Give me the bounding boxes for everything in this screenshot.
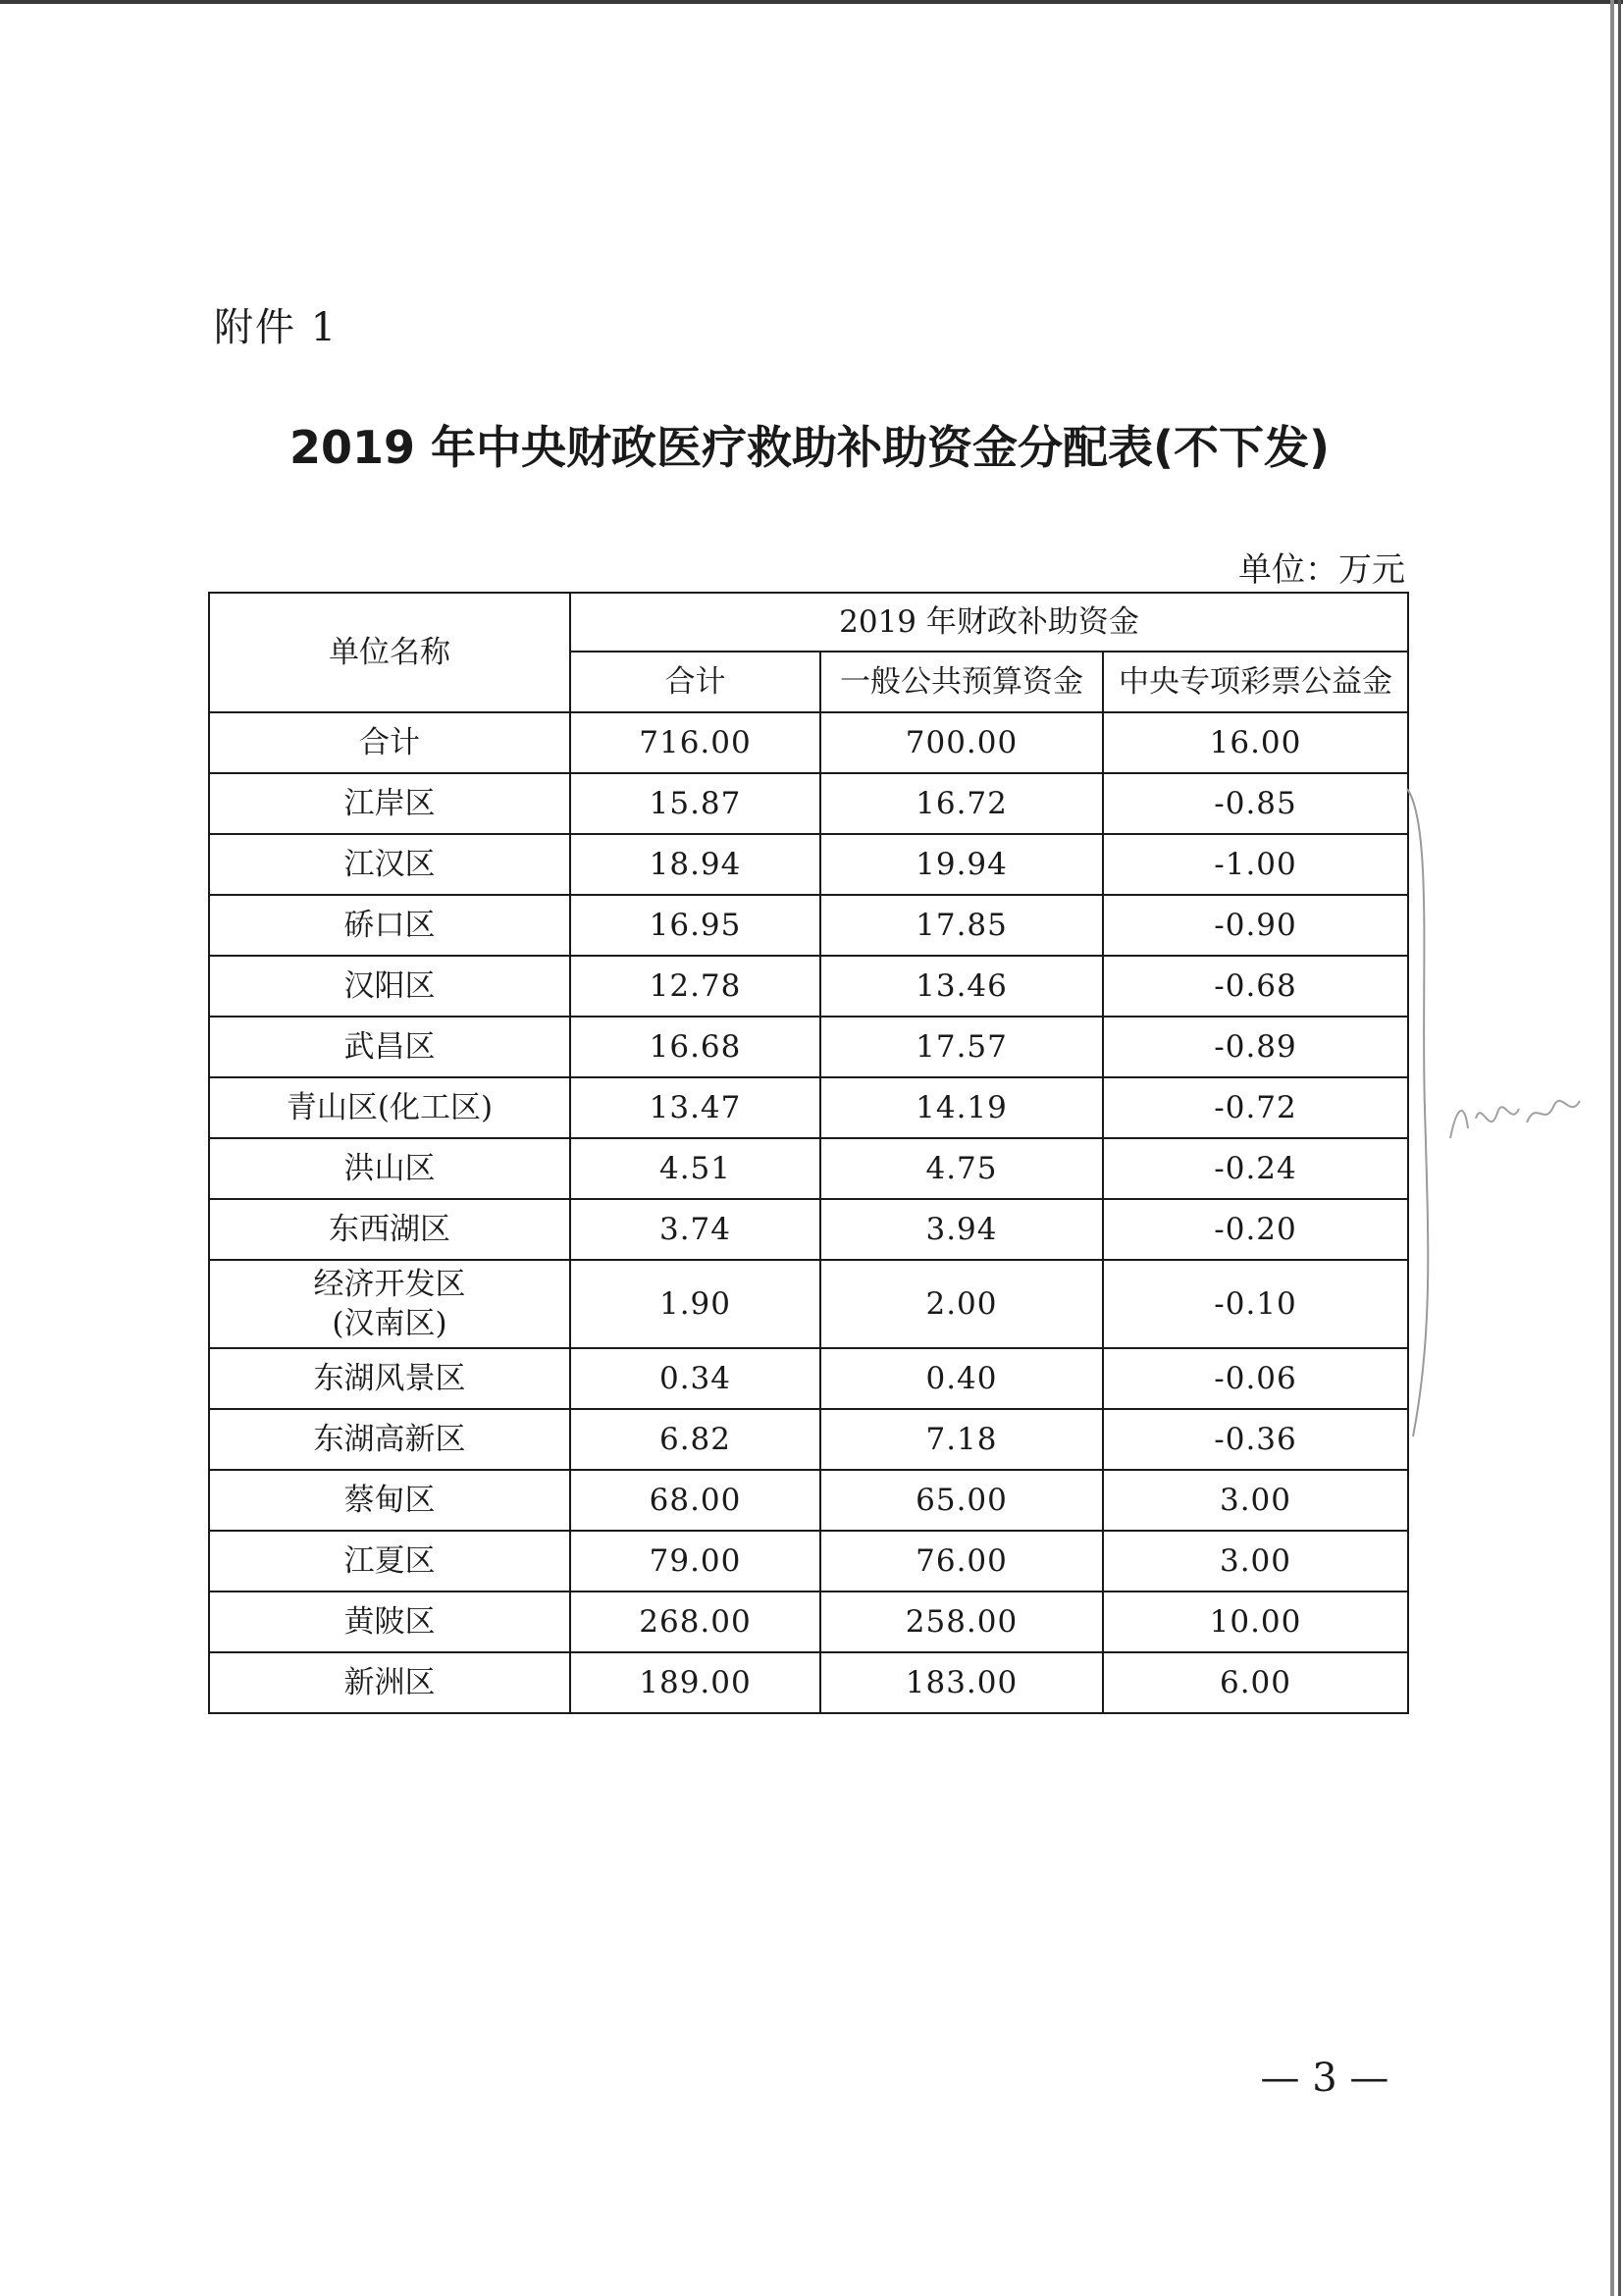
row-name-line2: (汉南区) — [332, 1306, 447, 1341]
row-name: 东西湖区 — [209, 1199, 570, 1260]
row-lottery: 3.00 — [1103, 1531, 1408, 1592]
row-total: 268.00 — [570, 1592, 820, 1652]
row-name: 合计 — [209, 712, 570, 773]
row-general: 17.57 — [820, 1017, 1103, 1077]
table-header-row — [209, 593, 1408, 652]
row-name — [209, 1260, 570, 1348]
table-row — [209, 1531, 1408, 1592]
row-total: 68.00 — [570, 1470, 820, 1531]
table-row — [209, 1017, 1408, 1077]
table-row — [209, 895, 1408, 956]
row-name: 江夏区 — [209, 1531, 570, 1592]
row-total: 13.47 — [570, 1077, 820, 1138]
table-row — [209, 1409, 1408, 1470]
handwritten-note-mark — [1442, 1079, 1599, 1158]
row-general: 258.00 — [820, 1592, 1103, 1652]
row-total: 12.78 — [570, 956, 820, 1017]
row-general: 16.72 — [820, 773, 1103, 834]
document-title: 2019 年中央财政医疗救助补助资金分配表(不下发) — [288, 421, 1331, 474]
row-general: 183.00 — [820, 1652, 1103, 1713]
table-row — [209, 1138, 1408, 1199]
row-general: 19.94 — [820, 834, 1103, 895]
row-lottery: -0.89 — [1103, 1017, 1408, 1077]
row-name: 东湖高新区 — [209, 1409, 570, 1470]
allocation-table — [208, 592, 1409, 1714]
row-lottery: -1.00 — [1103, 834, 1408, 895]
scan-right-edge-dark — [1618, 0, 1621, 2296]
row-general: 76.00 — [820, 1531, 1103, 1592]
row-name: 江岸区 — [209, 773, 570, 834]
row-lottery: -0.06 — [1103, 1348, 1408, 1409]
row-total: 189.00 — [570, 1652, 820, 1713]
table-row — [209, 1077, 1408, 1138]
table-row — [209, 1652, 1408, 1713]
row-total: 6.82 — [570, 1409, 820, 1470]
row-lottery: 6.00 — [1103, 1652, 1408, 1713]
row-name: 东湖风景区 — [209, 1348, 570, 1409]
row-lottery: -0.24 — [1103, 1138, 1408, 1199]
unit-label: 单位：万元 — [1238, 550, 1405, 590]
row-total: 0.34 — [570, 1348, 820, 1409]
row-name: 黄陂区 — [209, 1592, 570, 1652]
table-row — [209, 956, 1408, 1017]
header-funding-group: 2019 年财政补助资金 — [570, 593, 1408, 652]
row-name: 青山区(化工区) — [209, 1077, 570, 1138]
header-total: 合计 — [570, 652, 820, 712]
row-general: 65.00 — [820, 1470, 1103, 1531]
table-row — [209, 1260, 1408, 1348]
page-number: — 3 — — [1260, 2056, 1389, 2101]
header-general-budget: 一般公共预算资金 — [820, 652, 1103, 712]
row-name: 江汉区 — [209, 834, 570, 895]
row-lottery: -0.36 — [1103, 1409, 1408, 1470]
row-name-line1: 经济开发区 — [313, 1267, 466, 1302]
table-row — [209, 712, 1408, 773]
table-row — [209, 1348, 1408, 1409]
row-lottery: 16.00 — [1103, 712, 1408, 773]
table-row — [209, 1470, 1408, 1531]
scan-top-edge — [0, 0, 1623, 4]
row-lottery: -0.20 — [1103, 1199, 1408, 1260]
row-lottery: -0.68 — [1103, 956, 1408, 1017]
row-general: 700.00 — [820, 712, 1103, 773]
row-general: 17.85 — [820, 895, 1103, 956]
row-lottery: 10.00 — [1103, 1592, 1408, 1652]
row-general: 7.18 — [820, 1409, 1103, 1470]
row-total: 716.00 — [570, 712, 820, 773]
row-lottery: -0.10 — [1103, 1260, 1408, 1348]
row-total: 16.68 — [570, 1017, 820, 1077]
row-total: 15.87 — [570, 773, 820, 834]
row-lottery: -0.72 — [1103, 1077, 1408, 1138]
row-total: 18.94 — [570, 834, 820, 895]
row-name: 新洲区 — [209, 1652, 570, 1713]
scan-right-edge — [1610, 0, 1614, 2296]
row-general: 3.94 — [820, 1199, 1103, 1260]
row-name: 武昌区 — [209, 1017, 570, 1077]
attachment-label: 附件 1 — [214, 305, 339, 350]
row-general: 0.40 — [820, 1348, 1103, 1409]
table-row — [209, 834, 1408, 895]
row-total: 1.90 — [570, 1260, 820, 1348]
header-unit-name: 单位名称 — [209, 593, 570, 712]
row-lottery: -0.85 — [1103, 773, 1408, 834]
row-name: 硚口区 — [209, 895, 570, 956]
table-row — [209, 1199, 1408, 1260]
row-general: 13.46 — [820, 956, 1103, 1017]
row-total: 4.51 — [570, 1138, 820, 1199]
table-row — [209, 1592, 1408, 1652]
row-total: 16.95 — [570, 895, 820, 956]
row-lottery: 3.00 — [1103, 1470, 1408, 1531]
table-row — [209, 773, 1408, 834]
row-general: 14.19 — [820, 1077, 1103, 1138]
row-general: 2.00 — [820, 1260, 1103, 1348]
row-total: 79.00 — [570, 1531, 820, 1592]
header-lottery-fund: 中央专项彩票公益金 — [1103, 652, 1408, 712]
row-general: 4.75 — [820, 1138, 1103, 1199]
row-lottery: -0.90 — [1103, 895, 1408, 956]
row-name: 汉阳区 — [209, 956, 570, 1017]
row-total: 3.74 — [570, 1199, 820, 1260]
row-name: 洪山区 — [209, 1138, 570, 1199]
row-name: 蔡甸区 — [209, 1470, 570, 1531]
